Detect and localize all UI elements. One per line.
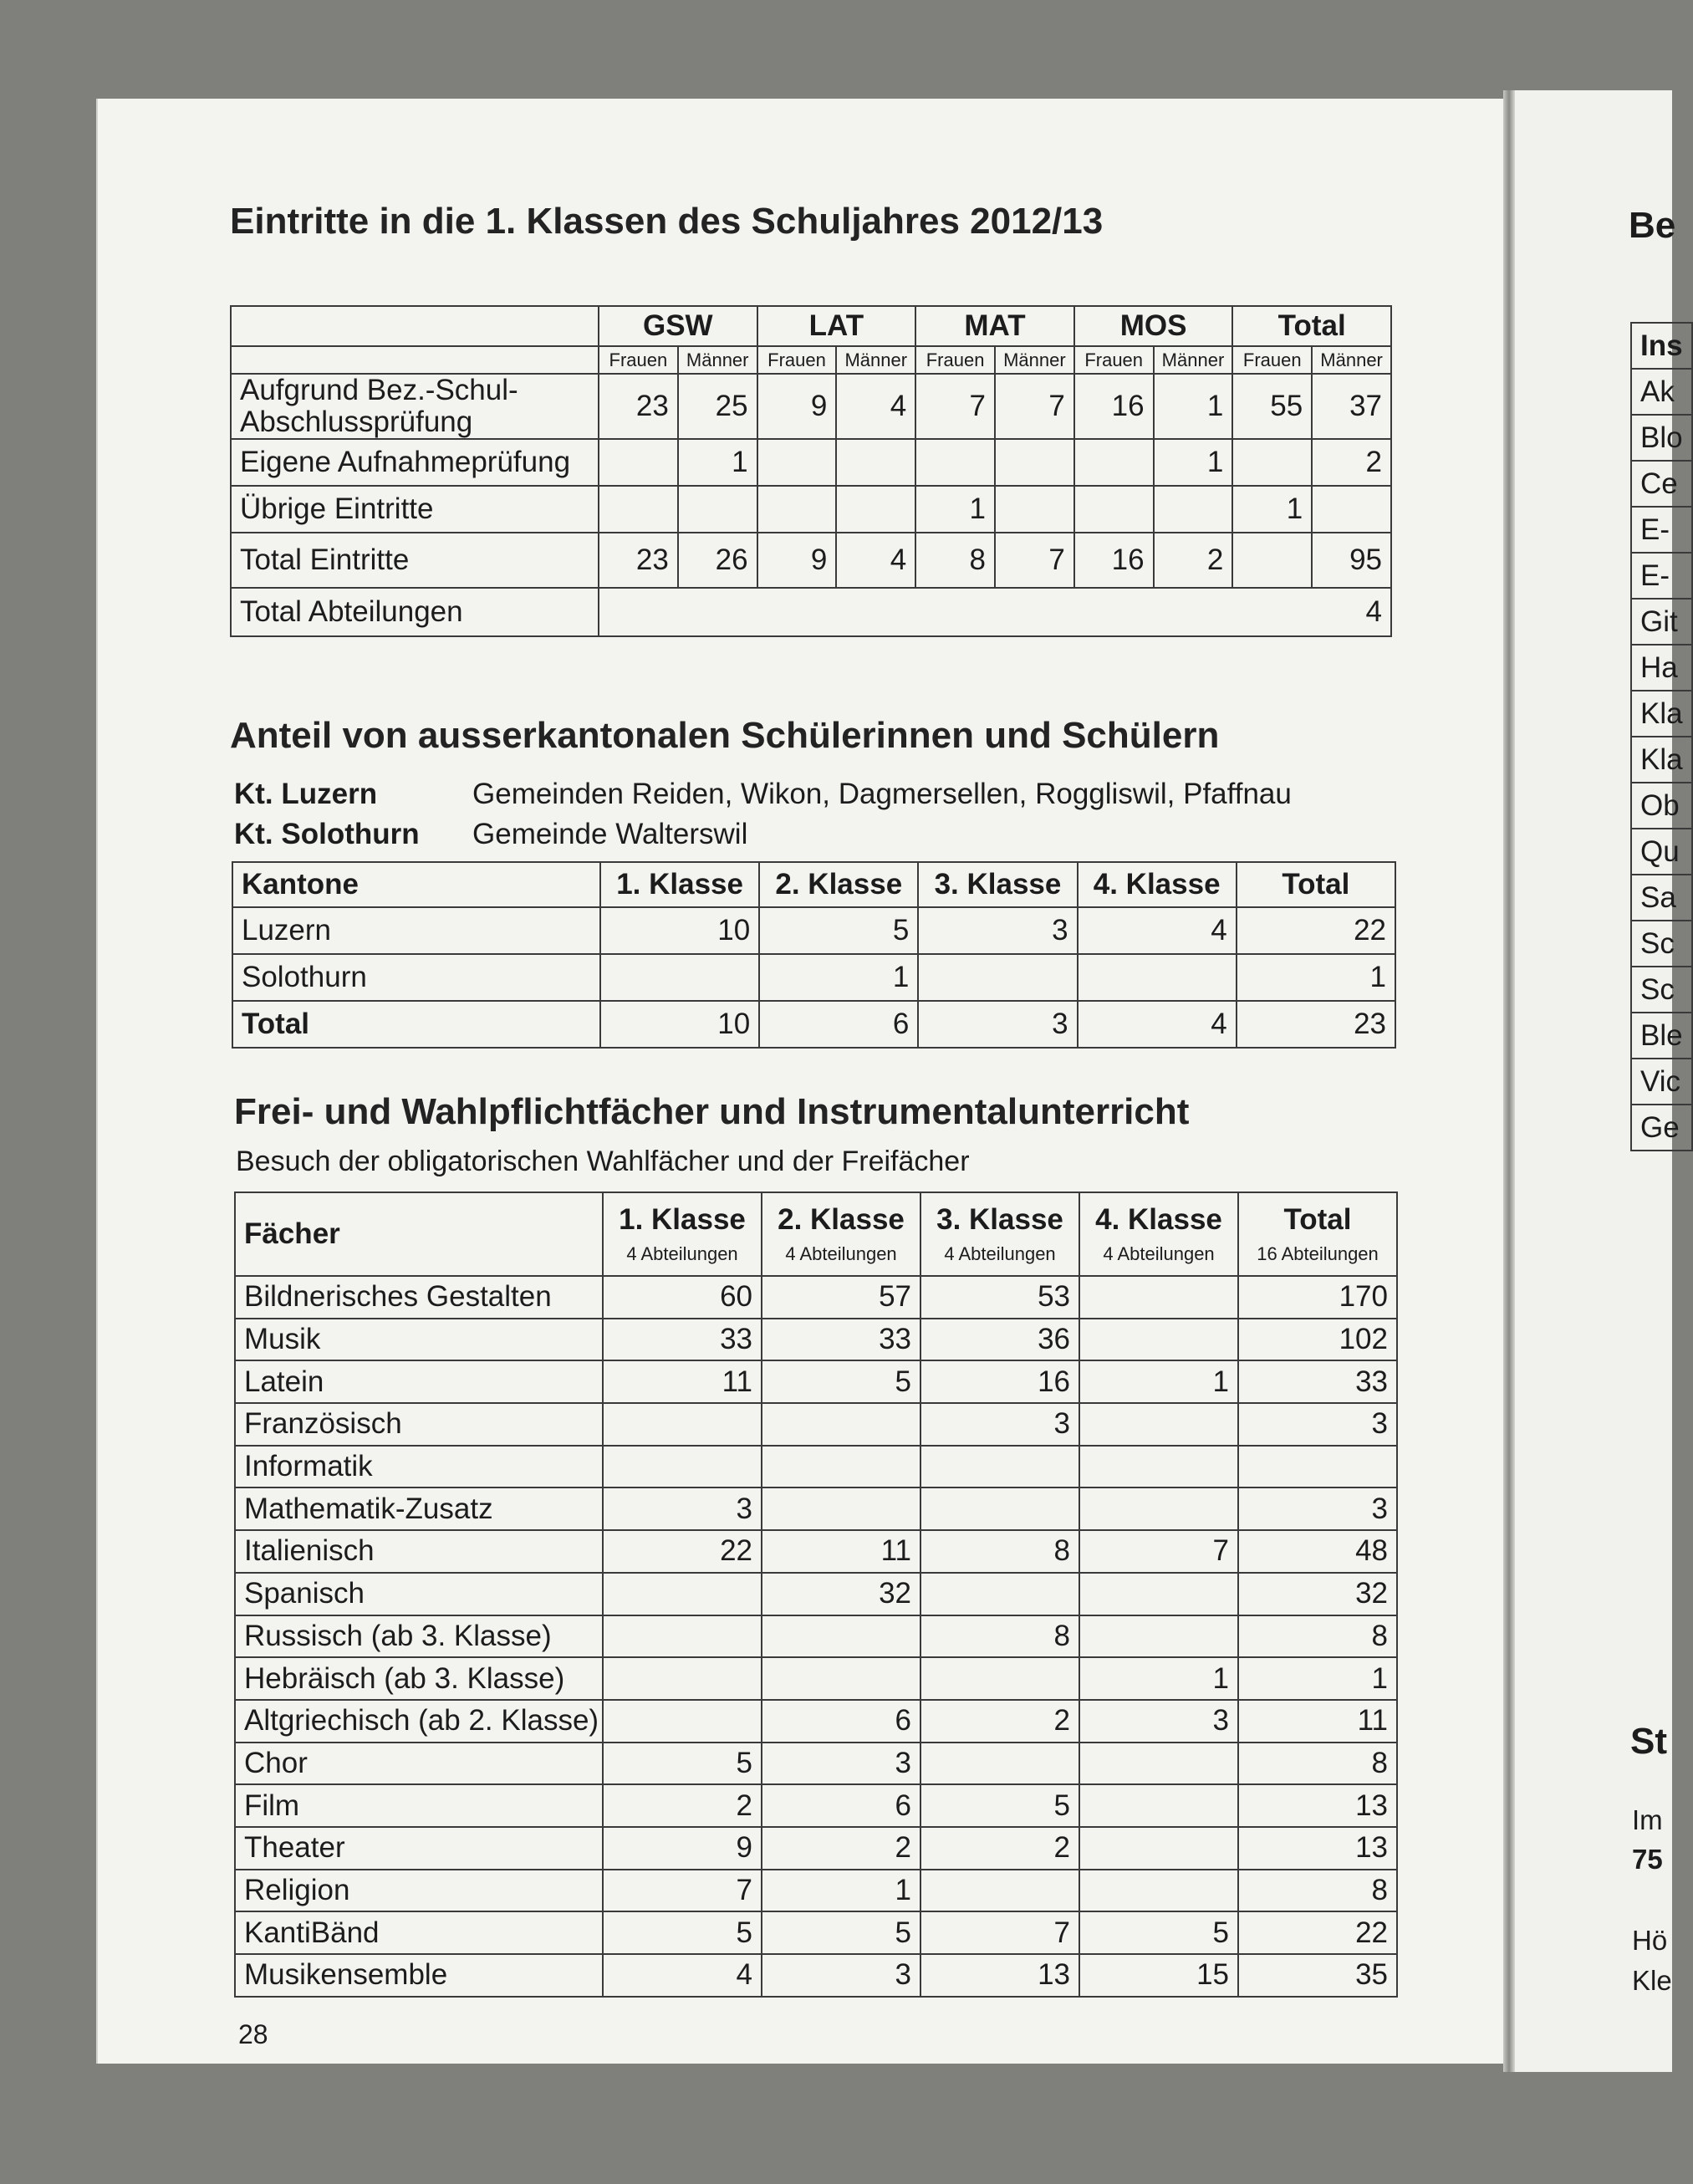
cell-value [603, 1403, 762, 1446]
table-row [1631, 461, 1692, 507]
row-label: Übrige Eintritte [231, 486, 599, 533]
cell-value [995, 486, 1074, 533]
cell-value: 13 [1238, 1827, 1397, 1870]
table-row [1631, 737, 1692, 783]
cell-value: 1 [1154, 439, 1233, 486]
cell-value [599, 439, 678, 486]
cell-value: 3 [603, 1487, 762, 1530]
cell-value [1074, 486, 1154, 533]
cell-value [757, 439, 837, 486]
cell-value: 1 [1238, 1657, 1397, 1700]
right-page-text: 75 [1632, 1844, 1663, 1875]
cell-value: 2 [762, 1827, 920, 1870]
cell-value [1079, 1827, 1238, 1870]
column-header: 4. Klasse [1078, 862, 1237, 907]
cell-value: 3 [1238, 1403, 1397, 1446]
cell-value [920, 1657, 1079, 1700]
row-label: Luzern [232, 907, 600, 954]
table-row [1631, 691, 1692, 737]
right-table-cell: Sc [1631, 967, 1692, 1013]
cell-value: 1 [1079, 1657, 1238, 1700]
table-row [231, 439, 1391, 486]
cell-value: 7 [995, 374, 1074, 439]
cell-value [1079, 1446, 1238, 1488]
cell-value [1079, 1487, 1238, 1530]
row-label: Solothurn [232, 954, 600, 1001]
right-page-text: Hö [1632, 1925, 1668, 1956]
cell-value [920, 1573, 1079, 1615]
subheader-maenner: Männer [1312, 346, 1391, 374]
cell-value: 1 [1154, 374, 1233, 439]
cell-value: 23 [1237, 1001, 1395, 1048]
right-table-cell: Kla [1631, 737, 1692, 783]
table-row [1631, 783, 1692, 829]
row-label: Russisch (ab 3. Klasse) [235, 1615, 603, 1658]
cell-value: 9 [603, 1827, 762, 1870]
row-label: Aufgrund Bez.-Schul- Abschlussprüfung [231, 374, 599, 439]
cell-value: 1 [1232, 486, 1312, 533]
cell-value: 1 [762, 1870, 920, 1912]
cell-value [762, 1615, 920, 1658]
table-row [1631, 829, 1692, 875]
column-header-label: 1. Klasse [619, 1203, 746, 1236]
group-header: Total [1232, 306, 1391, 346]
table-row [1631, 921, 1692, 967]
table-row [232, 907, 1395, 954]
cell-value: 33 [762, 1319, 920, 1361]
table-row [231, 533, 1391, 588]
right-page-table [1630, 322, 1693, 1151]
right-table-cell: Ha [1631, 645, 1692, 691]
subheader-frauen: Frauen [915, 346, 995, 374]
column-header [1238, 1192, 1397, 1276]
cell-value: 8 [1238, 1870, 1397, 1912]
subheader-maenner: Männer [836, 346, 915, 374]
row-label: Altgriechisch (ab 2. Klasse) [235, 1700, 603, 1743]
origin-text: Gemeinden Reiden, Wikon, Dagmersellen, Roggliswil, Pfaffnau [472, 778, 1292, 810]
cell-value: 170 [1238, 1276, 1397, 1319]
cell-value: 4 [1078, 907, 1237, 954]
cell-value [762, 1403, 920, 1446]
cell-value: 95 [1312, 533, 1391, 588]
cell-value: 2 [603, 1784, 762, 1827]
cell-value: 22 [1237, 907, 1395, 954]
cell-value [603, 1700, 762, 1743]
table-row [1631, 553, 1692, 599]
row-label: Informatik [235, 1446, 603, 1488]
cell-value [836, 439, 915, 486]
cell-value: 4 [1078, 1001, 1237, 1048]
cell-value: 5 [603, 1743, 762, 1785]
table-row [1631, 1013, 1692, 1059]
cell-value [603, 1573, 762, 1615]
cell-value: 1 [678, 439, 757, 486]
right-table-cell: Ak [1631, 369, 1692, 415]
cell-value: 4 [836, 533, 915, 588]
subheader-frauen: Frauen [1074, 346, 1154, 374]
column-header-sub: 4 Abteilungen [944, 1243, 1056, 1264]
cell-value [1074, 439, 1154, 486]
column-header-label: 3. Klasse [936, 1203, 1063, 1236]
column-header [920, 1192, 1079, 1276]
book-gutter [1503, 90, 1515, 2072]
cell-value [762, 1657, 920, 1700]
cell-value [1232, 439, 1312, 486]
cell-value: 37 [1312, 374, 1391, 439]
right-table-cell: Kla [1631, 691, 1692, 737]
right-page-section-title: St [1630, 1721, 1667, 1762]
cell-value: 6 [759, 1001, 918, 1048]
entries-table [230, 305, 1392, 637]
cell-value [995, 439, 1074, 486]
cell-value: 8 [1238, 1615, 1397, 1658]
table-row [232, 954, 1395, 1001]
table-row [235, 1954, 1397, 1997]
section1-title: Eintritte in die 1. Klassen des Schuljahres 2012/13 [230, 201, 1104, 242]
column-header-sub: 4 Abteilungen [1103, 1243, 1215, 1264]
cell-value: 33 [1238, 1360, 1397, 1403]
cell-value [1079, 1870, 1238, 1912]
table-row [1631, 507, 1692, 553]
cell-value [915, 439, 995, 486]
cell-value: 5 [762, 1360, 920, 1403]
cell-value [1079, 1743, 1238, 1785]
cell-value: 22 [1238, 1911, 1397, 1954]
cell-value: 3 [918, 907, 1077, 954]
row-label: Musikensemble [235, 1954, 603, 1997]
cell-value: 2 [1154, 533, 1233, 588]
cell-value: 4 [603, 1954, 762, 1997]
cell-value: 36 [920, 1319, 1079, 1361]
group-header: LAT [757, 306, 916, 346]
cell-value: 2 [920, 1827, 1079, 1870]
right-table-cell: Sc [1631, 921, 1692, 967]
right-table-cell: Ge [1631, 1105, 1692, 1151]
table-row [235, 1573, 1397, 1615]
cell-value: 6 [762, 1700, 920, 1743]
column-header [235, 1192, 603, 1276]
table-row [232, 1001, 1395, 1048]
cell-value: 60 [603, 1276, 762, 1319]
cell-value: 32 [1238, 1573, 1397, 1615]
row-label: KantiBänd [235, 1911, 603, 1954]
column-header-label: Fächer [244, 1217, 340, 1250]
column-header [1079, 1192, 1238, 1276]
cell-value: 32 [762, 1573, 920, 1615]
cell-value: 16 [1074, 374, 1154, 439]
cell-value: 2 [920, 1700, 1079, 1743]
cell-value [603, 1446, 762, 1488]
cell-value: 1 [1079, 1360, 1238, 1403]
cell-value: 3 [1079, 1700, 1238, 1743]
row-label: Bildnerisches Gestalten [235, 1276, 603, 1319]
right-page-text: Im [1632, 1804, 1663, 1835]
cell-value [762, 1487, 920, 1530]
group-header: MOS [1074, 306, 1233, 346]
row-label: Musik [235, 1319, 603, 1361]
right-table-cell: Ce [1631, 461, 1692, 507]
table-row [231, 588, 1391, 636]
cell-value: 7 [995, 533, 1074, 588]
cell-value [920, 1743, 1079, 1785]
row-label: Französisch [235, 1403, 603, 1446]
row-label: Total Abteilungen [231, 588, 599, 636]
cell-value: 1 [759, 954, 918, 1001]
cell-value: 7 [603, 1870, 762, 1912]
cell-value: 8 [920, 1530, 1079, 1573]
cell-value: 3 [762, 1743, 920, 1785]
table-row [1631, 369, 1692, 415]
table-row [235, 1615, 1397, 1658]
cell-value: 13 [1238, 1784, 1397, 1827]
row-label: Latein [235, 1360, 603, 1403]
cell-value: 5 [759, 907, 918, 954]
table-row [235, 1403, 1397, 1446]
cell-value: 7 [915, 374, 995, 439]
table-row [235, 1487, 1397, 1530]
subheader-maenner: Männer [1154, 346, 1233, 374]
cell-value [757, 486, 837, 533]
table-row [235, 1700, 1397, 1743]
table-row [1631, 1059, 1692, 1105]
cell-value: 16 [1074, 533, 1154, 588]
table-row [235, 1827, 1397, 1870]
right-table-cell: Qu [1631, 829, 1692, 875]
cell-value: 5 [920, 1784, 1079, 1827]
column-header: 3. Klasse [918, 862, 1077, 907]
cell-value [1079, 1319, 1238, 1361]
cell-value [603, 1657, 762, 1700]
cell-value: 3 [918, 1001, 1077, 1048]
cell-value: 5 [1079, 1911, 1238, 1954]
cell-value: 35 [1238, 1954, 1397, 1997]
cell-value: 22 [603, 1530, 762, 1573]
table-row [1631, 1105, 1692, 1151]
origin-label: Kt. Solothurn [234, 818, 420, 850]
corner-cell [231, 306, 599, 346]
cell-value [1078, 954, 1237, 1001]
table-row [235, 1276, 1397, 1319]
cell-value: 26 [678, 533, 757, 588]
cell-value: 13 [920, 1954, 1079, 1997]
right-table-cell: Vic [1631, 1059, 1692, 1105]
subheader-maenner: Männer [995, 346, 1074, 374]
table-row [1631, 323, 1692, 369]
subheader-frauen: Frauen [599, 346, 678, 374]
right-table-cell: Ble [1631, 1013, 1692, 1059]
table-row [235, 1319, 1397, 1361]
right-table-cell: Git [1631, 599, 1692, 645]
cell-value: 5 [762, 1911, 920, 1954]
cell-value: 10 [600, 1001, 759, 1048]
cell-value [918, 954, 1077, 1001]
table-row [235, 1657, 1397, 1700]
cell-value: 57 [762, 1276, 920, 1319]
group-header: MAT [915, 306, 1074, 346]
cell-value [836, 486, 915, 533]
right-table-cell: Blo [1631, 415, 1692, 461]
cell-value: 11 [603, 1360, 762, 1403]
row-label: Eigene Aufnahmeprüfung [231, 439, 599, 486]
cell-value: 55 [1232, 374, 1312, 439]
cell-value: 53 [920, 1276, 1079, 1319]
column-header-sub: 4 Abteilungen [626, 1243, 738, 1264]
cell-value: 9 [757, 533, 837, 588]
section2-title: Anteil von ausserkantonalen Schülerinnen und Schülern [230, 715, 1220, 756]
table-row [235, 1743, 1397, 1785]
cell-value: 11 [1238, 1700, 1397, 1743]
cell-value: 8 [915, 533, 995, 588]
right-table-cell: Sa [1631, 875, 1692, 921]
row-label: Film [235, 1784, 603, 1827]
cell-value [920, 1446, 1079, 1488]
table-row [231, 486, 1391, 533]
subjects-table [234, 1192, 1398, 1998]
total-departments-value: 4 [599, 588, 1391, 636]
cell-value [1232, 533, 1312, 588]
column-header: Kantone [232, 862, 600, 907]
table-row [1631, 415, 1692, 461]
cell-value: 1 [1237, 954, 1395, 1001]
cell-value [1154, 486, 1233, 533]
table-row [1631, 967, 1692, 1013]
cell-value: 2 [1312, 439, 1391, 486]
row-label: Total [232, 1001, 600, 1048]
cell-value: 3 [1238, 1487, 1397, 1530]
table-row [1631, 645, 1692, 691]
cell-value: 8 [920, 1615, 1079, 1658]
column-header-label: Total [1283, 1203, 1352, 1236]
cell-value [1079, 1403, 1238, 1446]
cell-value: 102 [1238, 1319, 1397, 1361]
table-row [235, 1446, 1397, 1488]
column-header [762, 1192, 920, 1276]
column-header-sub: 16 Abteilungen [1257, 1243, 1379, 1264]
row-label: Italienisch [235, 1530, 603, 1573]
cell-value: 7 [920, 1911, 1079, 1954]
cell-value: 4 [836, 374, 915, 439]
section3-title: Frei- und Wahlpflichtfächer und Instrumentalunterricht [234, 1091, 1190, 1132]
column-header: Total [1237, 862, 1395, 907]
column-header: 1. Klasse [600, 862, 759, 907]
row-label: Chor [235, 1743, 603, 1785]
table-row [235, 1870, 1397, 1912]
right-table-cell: Ob [1631, 783, 1692, 829]
cantons-table [232, 861, 1396, 1049]
table-row [235, 1911, 1397, 1954]
cell-value [599, 486, 678, 533]
cell-value: 15 [1079, 1954, 1238, 1997]
row-label: Religion [235, 1870, 603, 1912]
row-label: Hebräisch (ab 3. Klasse) [235, 1657, 603, 1700]
table-row [231, 374, 1391, 439]
right-table-cell: E- [1631, 553, 1692, 599]
section3-subtitle: Besuch der obligatorischen Wahlfächer und der Freifächer [236, 1146, 970, 1177]
cell-value [1238, 1446, 1397, 1488]
corner-cell [231, 346, 599, 374]
right-page-text: Kle [1632, 1965, 1672, 1996]
cell-value: 5 [603, 1911, 762, 1954]
column-header: 2. Klasse [759, 862, 918, 907]
cell-value [678, 486, 757, 533]
table-row [1631, 875, 1692, 921]
cell-value [1312, 486, 1391, 533]
page-number: 28 [238, 2019, 268, 2049]
origin-text: Gemeinde Walterswil [472, 818, 748, 850]
cell-value [603, 1615, 762, 1658]
column-header-label: 4. Klasse [1095, 1203, 1222, 1236]
row-label: Mathematik-Zusatz [235, 1487, 603, 1530]
cell-value [1079, 1784, 1238, 1827]
cell-value [762, 1446, 920, 1488]
row-label: Spanisch [235, 1573, 603, 1615]
table-row [1631, 599, 1692, 645]
cell-value: 48 [1238, 1530, 1397, 1573]
cell-value: 25 [678, 374, 757, 439]
cell-value [600, 954, 759, 1001]
cell-value: 1 [915, 486, 995, 533]
column-header-label: 2. Klasse [778, 1203, 905, 1236]
column-header-sub: 4 Abteilungen [785, 1243, 897, 1264]
origin-label: Kt. Luzern [234, 778, 378, 810]
right-page-title: Be [1629, 205, 1676, 246]
table-row [235, 1360, 1397, 1403]
cell-value: 8 [1238, 1743, 1397, 1785]
right-table-cell: E- [1631, 507, 1692, 553]
cell-value: 10 [600, 907, 759, 954]
cell-value: 3 [920, 1403, 1079, 1446]
cell-value: 3 [762, 1954, 920, 1997]
subheader-frauen: Frauen [1232, 346, 1312, 374]
cell-value: 16 [920, 1360, 1079, 1403]
table-row [235, 1530, 1397, 1573]
cell-value: 9 [757, 374, 837, 439]
cell-value: 23 [599, 533, 678, 588]
cell-value: 33 [603, 1319, 762, 1361]
cell-value: 7 [1079, 1530, 1238, 1573]
row-label: Theater [235, 1827, 603, 1870]
table-row [235, 1784, 1397, 1827]
column-header [603, 1192, 762, 1276]
cell-value [920, 1870, 1079, 1912]
cell-value: 23 [599, 374, 678, 439]
right-table-cell: Ins [1631, 323, 1692, 369]
row-label: Total Eintritte [231, 533, 599, 588]
cell-value: 11 [762, 1530, 920, 1573]
cell-value [1079, 1615, 1238, 1658]
cell-value: 6 [762, 1784, 920, 1827]
cell-value [1079, 1276, 1238, 1319]
subheader-maenner: Männer [678, 346, 757, 374]
cell-value [1079, 1573, 1238, 1615]
group-header: GSW [599, 306, 757, 346]
cell-value [920, 1487, 1079, 1530]
subheader-frauen: Frauen [757, 346, 837, 374]
